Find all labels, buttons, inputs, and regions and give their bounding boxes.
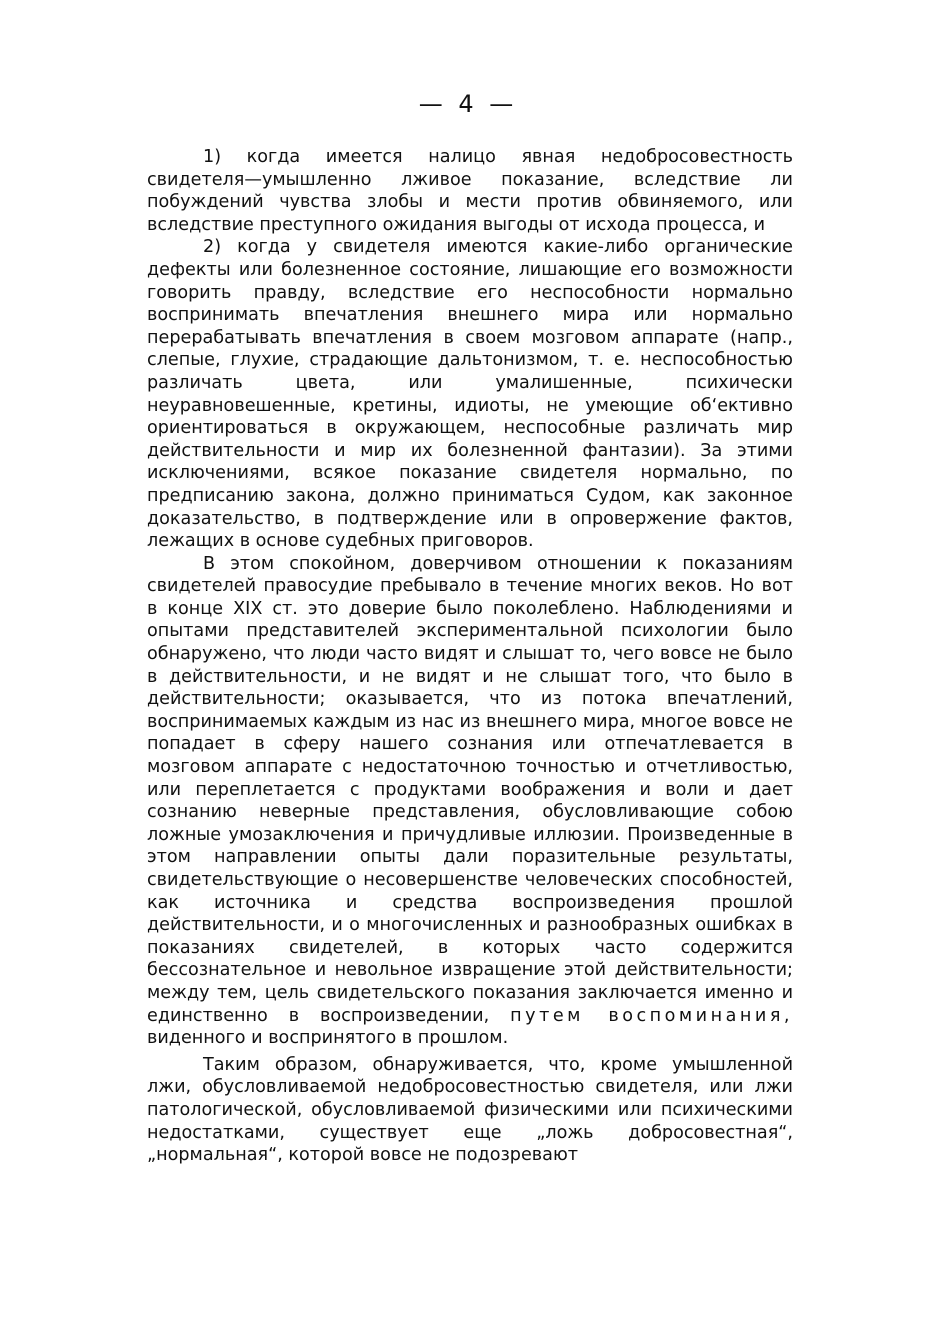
page-number: — 4 — (418, 90, 518, 118)
emphasized-phrase: путем воспоминания, (510, 1005, 794, 1026)
paragraph-conclusion: Таким образом, обнаруживается, что, кроме умышленной лжи, обусловливаемой недобросовестностью свидетеля, или лжи патологической, обусловливаемой физическими или психическими недостатками, существует еще „ложь добросовестная“, „нормальная“, которой вовсе не подозревают (147, 1054, 793, 1166)
paragraph-psychology-end: виденного и воспринятого в прошлом. (147, 1028, 509, 1049)
paragraph-psychology (147, 553, 793, 1050)
paragraph-condition-1: 1) когда имеется налицо явная недобросовестность свидетеля—умышленно лживое показание, вследствие ли побуждений чувства злобы и мести против обвиняемого, или вследствие преступного ожидания выгоды от исхода процесса, и (147, 147, 793, 235)
paragraph-condition-2: 2) когда у свидетеля имеются какие-либо органические дефекты или болезненное состояние, лишающие его возможности говорить правду, вследствие его неспособности нормально воспринимать впечатления внешнего мира или нормально перерабатывать впечатления в своем мозговом аппарате (напр., слепые, глухие, страдающие дальтонизмом, т. е. неспособностью различать цвета, или умалишенные, психически неуравновешенные, кретины, идиоты, не умеющие об‘ективно ориентироваться в окружающем, неспособные различать мир действительности и мир их болезненной фантазии). За этими исключениями, всякое показание свидетеля нормально, по предписанию закона, должно приниматься Судом, как законное доказательство, в подтверждение или в опровержение фактов, лежащих в основе судебных приговоров. (147, 237, 793, 552)
paragraph-psychology-main: В этом спокойном, доверчивом отношении к показаниям свидетелей правосудие пребывало в течение многих веков. Но вот в конце XIX ст. это доверие было поколеблено. Наблюдениями и опытами представителей экспериментальной психологии было обнаружено, что люди часто видят и слышат то, чего вовсе не было в действительности, и не видят и не слышат того, что было в действительности; оказывается, что из потока впечатлений, воспринимаемых каждым из нас из внешнего мира, многое вовсе не попадает в сферу нашего сознания или отпечатлевается в мозговом аппарате с недостаточною точностью и отчетливостью, или переплетается с продуктами воображения и воли и дает сознанию неверные представления, обусловливающие собою ложные умозаключения и причудливые иллюзии. Произведенные в этом направлении опыты дали поразительные результаты, свидетельствующие о несовершенстве человеческих способностей, как источника и средства воспроизведения прошлой действительности, и о многочисленных и разнообразных ошибках в показаниях свидетелей, в которых часто содержится бессознательное и невольное извращение этой действительности; между тем, цель свидетельского показания заключается именно и единственно в воспроизведении, (147, 553, 793, 1026)
body-text (147, 146, 793, 1167)
